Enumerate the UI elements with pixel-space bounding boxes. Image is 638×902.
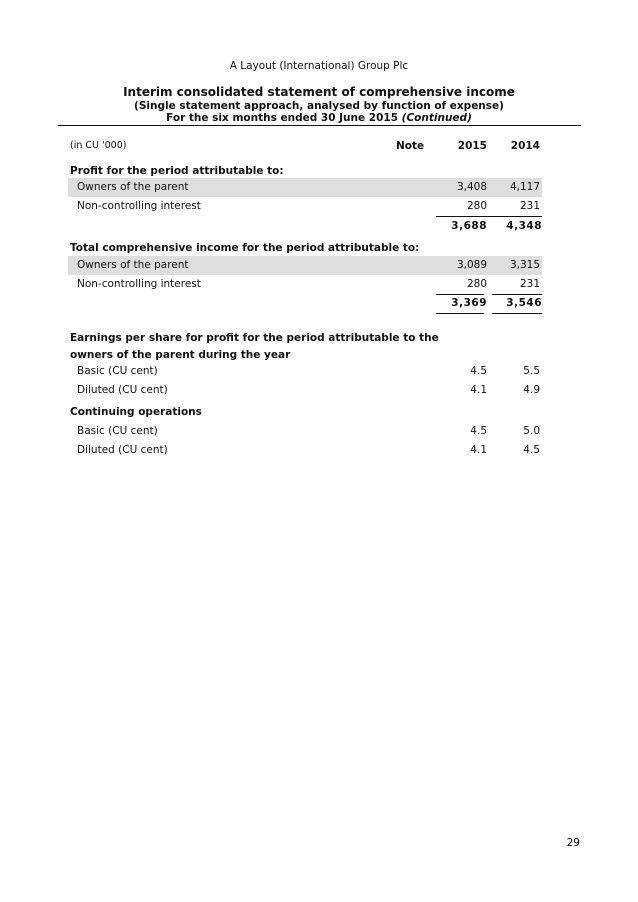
value-2014: 4.9 [523, 384, 540, 396]
value-2015: 3,089 [456, 259, 487, 271]
value-2015: 4.5 [470, 425, 487, 437]
table-row [68, 381, 542, 400]
value-2015: 4.1 [470, 384, 487, 396]
eps-section-heading-line1: Earnings per share for profit for the period attributable to the [70, 332, 439, 344]
total-2015: 3,369 [451, 297, 487, 309]
year-2014-header: 2014 [510, 140, 540, 152]
value-2015: 4.1 [470, 444, 487, 456]
table-row [68, 197, 542, 216]
value-2015: 280 [466, 200, 487, 212]
value-2014: 231 [519, 200, 540, 212]
eps-section-heading-line2: owners of the parent during the year [70, 349, 291, 361]
table-row [68, 178, 542, 197]
table-row [68, 441, 542, 460]
year-2015-header: 2015 [457, 140, 487, 152]
row-label: Diluted (CU cent) [77, 384, 168, 396]
statement-title: Interim consolidated statement of comprehensive income [123, 85, 515, 99]
value-2014: 231 [519, 278, 540, 290]
table-row [68, 362, 542, 381]
total-rule [492, 313, 542, 314]
value-2014: 4.5 [523, 444, 540, 456]
value-2014: 5.5 [523, 365, 540, 377]
table-row [68, 256, 542, 275]
company-name: A Layout (International) Group Plc [229, 60, 409, 72]
statement-period [0, 112, 638, 124]
table-row [68, 275, 542, 294]
value-2014: 4,117 [509, 181, 540, 193]
total-2014: 3,546 [506, 297, 542, 309]
row-label: Owners of the parent [77, 181, 189, 193]
total-2015: 3,688 [451, 220, 487, 232]
subtotal-rule [436, 216, 542, 217]
total-2014: 4,348 [506, 220, 542, 232]
row-label: Non-controlling interest [77, 200, 201, 212]
row-label: Non-controlling interest [77, 278, 201, 290]
value-2014: 3,315 [509, 259, 540, 271]
value-2015: 4.5 [470, 365, 487, 377]
continuing-section-heading: Continuing operations [70, 406, 202, 418]
row-label: Basic (CU cent) [77, 365, 158, 377]
continued-label: (Continued) [401, 112, 472, 124]
tci-section-heading: Total comprehensive income for the period attributable to: [70, 242, 420, 254]
unit-label: (in CU '000) [70, 140, 127, 151]
note-column-header: Note [396, 140, 425, 152]
total-rule [436, 313, 484, 314]
period-text: For the six months ended 30 June 2015 [166, 112, 399, 124]
subtotal-rule [492, 294, 542, 295]
value-2015: 280 [466, 278, 487, 290]
page-number: 29 [566, 837, 580, 849]
row-label: Basic (CU cent) [77, 425, 158, 437]
row-label: Diluted (CU cent) [77, 444, 168, 456]
table-row [68, 422, 542, 441]
value-2014: 5.0 [523, 425, 540, 437]
statement-subtitle: (Single statement approach, analysed by function of expense) [134, 100, 504, 112]
value-2015: 3,408 [456, 181, 487, 193]
subtotal-rule [436, 294, 484, 295]
header-rule [58, 125, 581, 126]
row-label: Owners of the parent [77, 259, 189, 271]
profit-section-heading: Profit for the period attributable to: [70, 165, 284, 177]
